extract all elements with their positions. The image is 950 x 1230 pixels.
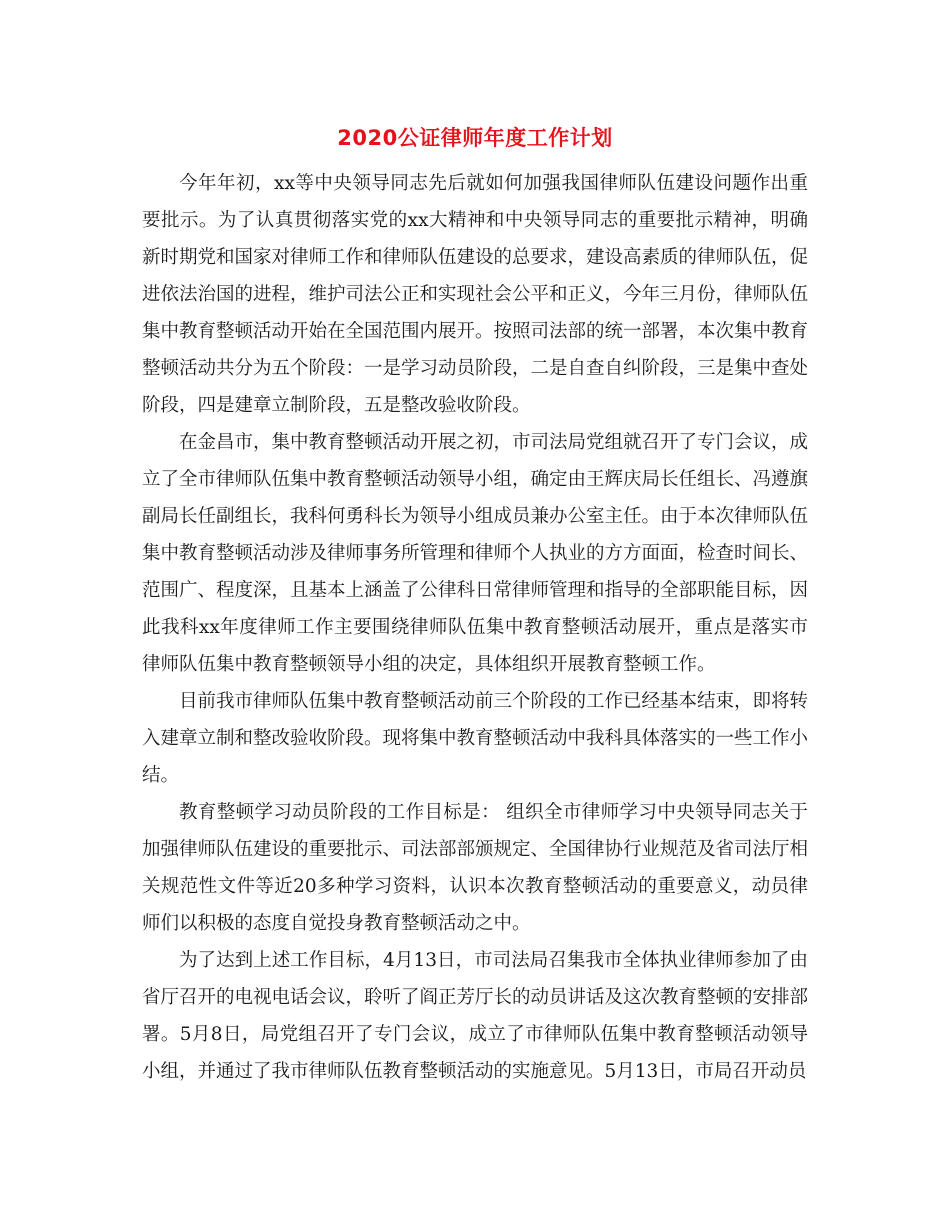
paragraph: 目前我市律师队伍集中教育整顿活动前三个阶段的工作已经基本结束，即将转入建章立制和整改验收阶段。现将集中教育整顿活动中我科具体落实的一些工作小结。 <box>142 691 809 786</box>
document-title: 2020公证律师年度工作计划 <box>337 126 613 150</box>
paragraph: 在金昌市，集中教育整顿活动开展之初，市司法局党组就召开了专门会议，成立了全市律师队伍集中教育整顿活动领导小组，确定由王辉庆局长任组长、冯遵旗副局长任副组长，我科何勇科长为领导小组成员兼办公室主任。由于本次律师队伍集中教育整顿活动涉及律师事务所管理和律师个人执业的方方面面，检查时间长、范围广、程度深，且基本上涵盖了公律科日常律师管理和指导的全部职能目标，因此我科xx年度律师工作主要围绕律师队伍集中教育整顿活动展开，重点是落实市律师队伍集中教育整顿领导小组的决定，具体组织开展教育整顿工作。 <box>142 432 809 675</box>
paragraph: 为了达到上述工作目标，4月13日，市司法局召集我市全体执业律师参加了由省厅召开的电视电话会议，聆听了阎正芳厅长的动员讲话及这次教育整顿的安排部署。5月8日，局党组召开了专门会议，成立了市律师队伍集中教育整顿活动领导小组，并通过了我市律师队伍教育整顿活动的实施意见。5月13日，市局召开动员 <box>142 950 809 1082</box>
document-body <box>142 165 808 1090</box>
paragraph: 教育整顿学习动员阶段的工作目标是： 组织全市律师学习中央领导同志关于加强律师队伍建设的重要批示、司法部部颁规定、全国律协行业规范及省司法厅相关规范性文件等近20多种学习资料，认识本次教育整顿活动的重要意义，动员律师们以积极的态度自觉投身教育整顿活动之中。 <box>142 802 809 934</box>
paragraph: 今年年初，xx等中央领导同志先后就如何加强我国律师队伍建设问题作出重要批示。为了认真贯彻落实党的xx大精神和中央领导同志的重要批示精神，明确新时期党和国家对律师工作和律师队伍建设的总要求，建设高素质的律师队伍，促进依法治国的进程，维护司法公正和实现社会公平和正义，今年三月份，律师队伍集中教育整顿活动开始在全国范围内展开。按照司法部的统一部署，本次集中教育整顿活动共分为五个阶段：一是学习动员阶段，二是自查自纠阶段，三是集中查处阶段，四是建章立制阶段，五是整改验收阶段。 <box>142 173 809 416</box>
